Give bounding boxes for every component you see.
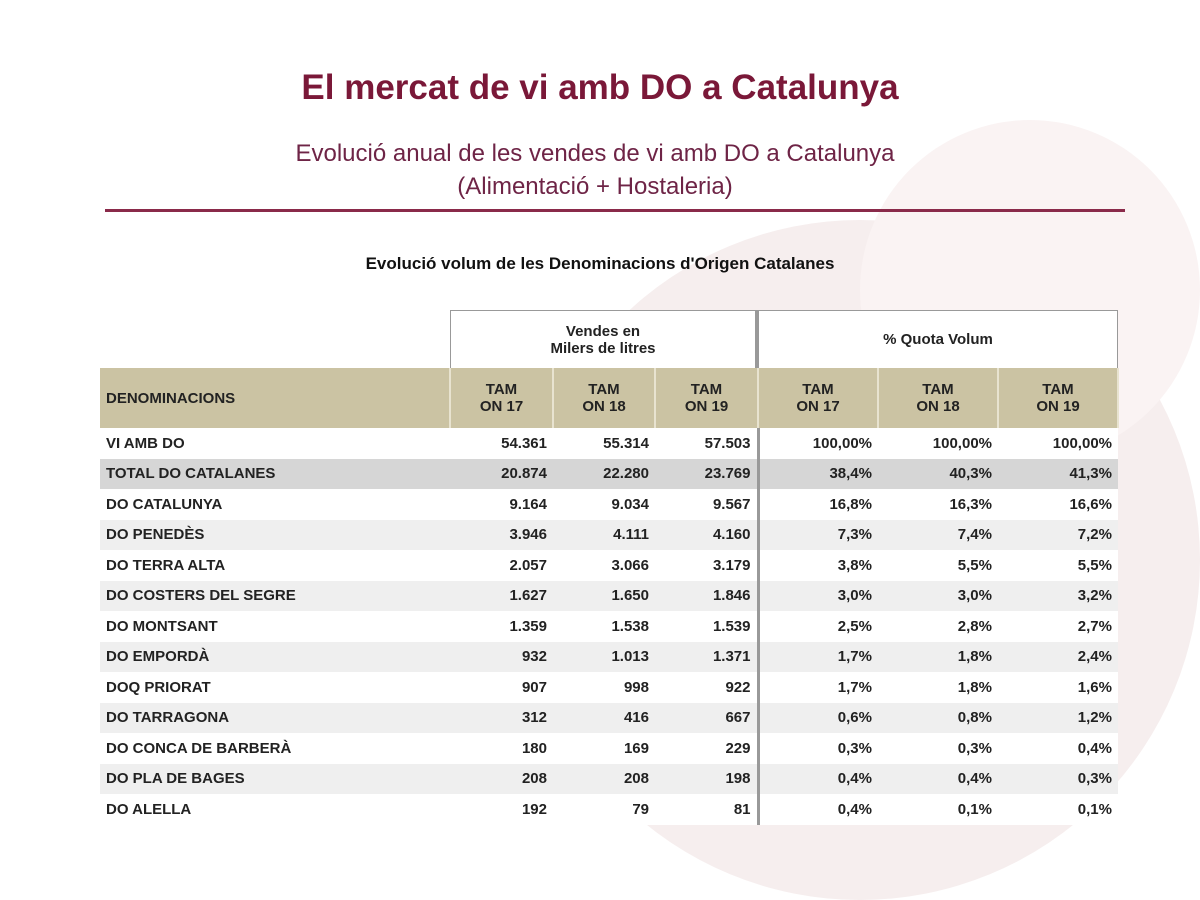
row-label: DO MONTSANT bbox=[100, 611, 450, 642]
cell-value: 0,3% bbox=[878, 733, 998, 764]
table-row bbox=[100, 764, 1118, 795]
row-label: DO CONCA DE BARBERÀ bbox=[100, 733, 450, 764]
table-row bbox=[100, 703, 1118, 734]
cell-value: 3,0% bbox=[878, 581, 998, 612]
row-label: DOQ PRIORAT bbox=[100, 672, 450, 703]
cell-value: 0,1% bbox=[998, 794, 1118, 825]
row-label: DO COSTERS DEL SEGRE bbox=[100, 581, 450, 612]
cell-value: 41,3% bbox=[998, 459, 1118, 490]
table-row bbox=[100, 428, 1118, 459]
table-row bbox=[100, 489, 1118, 520]
cell-value: 2.057 bbox=[450, 550, 553, 581]
cell-value: 1.371 bbox=[655, 642, 758, 673]
cell-value: 16,6% bbox=[998, 489, 1118, 520]
cell-value: 100,00% bbox=[878, 428, 998, 459]
cell-value: 1,8% bbox=[878, 642, 998, 673]
cell-value: 169 bbox=[553, 733, 655, 764]
subtitle: Evolució anual de les vendes de vi amb DO a Catalunya bbox=[295, 140, 895, 167]
table-row bbox=[100, 611, 1118, 642]
column-header: DENOMINACIONS bbox=[100, 368, 450, 428]
cell-value: 23.769 bbox=[655, 459, 758, 490]
cell-value: 907 bbox=[450, 672, 553, 703]
cell-value: 54.361 bbox=[450, 428, 553, 459]
column-header: TAM ON 18 bbox=[553, 368, 655, 428]
cell-value: 208 bbox=[553, 764, 655, 795]
cell-value: 16,8% bbox=[758, 489, 878, 520]
cell-value: 229 bbox=[655, 733, 758, 764]
cell-value: 1,7% bbox=[758, 642, 878, 673]
column-header: TAM ON 19 bbox=[655, 368, 758, 428]
cell-value: 1.359 bbox=[450, 611, 553, 642]
cell-value: 3,0% bbox=[758, 581, 878, 612]
data-table bbox=[100, 368, 1119, 825]
cell-value: 0,8% bbox=[878, 703, 998, 734]
cell-value: 312 bbox=[450, 703, 553, 734]
cell-value: 1.650 bbox=[553, 581, 655, 612]
table-row bbox=[100, 581, 1118, 612]
cell-value: 4.160 bbox=[655, 520, 758, 551]
cell-value: 0,4% bbox=[878, 764, 998, 795]
cell-value: 7,2% bbox=[998, 520, 1118, 551]
cell-value: 1,8% bbox=[878, 672, 998, 703]
table-row bbox=[100, 794, 1118, 825]
cell-value: 40,3% bbox=[878, 459, 998, 490]
column-header: TAM ON 17 bbox=[450, 368, 553, 428]
cell-value: 192 bbox=[450, 794, 553, 825]
row-label: DO PLA DE BAGES bbox=[100, 764, 450, 795]
group-header-volume: Vendes en Milers de litres bbox=[450, 310, 758, 368]
cell-value: 5,5% bbox=[998, 550, 1118, 581]
cell-value: 81 bbox=[655, 794, 758, 825]
cell-value: 0,4% bbox=[758, 794, 878, 825]
cell-value: 1.539 bbox=[655, 611, 758, 642]
row-label: DO PENEDÈS bbox=[100, 520, 450, 551]
column-header: TAM ON 19 bbox=[998, 368, 1118, 428]
row-label: DO TARRAGONA bbox=[100, 703, 450, 734]
cell-value: 3,8% bbox=[758, 550, 878, 581]
cell-value: 57.503 bbox=[655, 428, 758, 459]
cell-value: 22.280 bbox=[553, 459, 655, 490]
cell-value: 2,7% bbox=[998, 611, 1118, 642]
row-label: DO TERRA ALTA bbox=[100, 550, 450, 581]
cell-value: 180 bbox=[450, 733, 553, 764]
table-row bbox=[100, 733, 1118, 764]
table-title: Evolució volum de les Denominacions d'Origen Catalanes bbox=[365, 254, 835, 273]
cell-value: 208 bbox=[450, 764, 553, 795]
row-label: VI AMB DO bbox=[100, 428, 450, 459]
cell-value: 1.846 bbox=[655, 581, 758, 612]
cell-value: 9.034 bbox=[553, 489, 655, 520]
cell-value: 3.946 bbox=[450, 520, 553, 551]
cell-value: 998 bbox=[553, 672, 655, 703]
cell-value: 20.874 bbox=[450, 459, 553, 490]
cell-value: 16,3% bbox=[878, 489, 998, 520]
cell-value: 5,5% bbox=[878, 550, 998, 581]
cell-value: 100,00% bbox=[998, 428, 1118, 459]
cell-value: 55.314 bbox=[553, 428, 655, 459]
cell-value: 0,1% bbox=[878, 794, 998, 825]
cell-value: 4.111 bbox=[553, 520, 655, 551]
cell-value: 7,3% bbox=[758, 520, 878, 551]
cell-value: 0,4% bbox=[758, 764, 878, 795]
column-header: TAM ON 18 bbox=[878, 368, 998, 428]
table-row bbox=[100, 520, 1118, 551]
table-row bbox=[100, 642, 1118, 673]
cell-value: 2,4% bbox=[998, 642, 1118, 673]
table-row bbox=[100, 459, 1118, 490]
cell-value: 0,4% bbox=[998, 733, 1118, 764]
cell-value: 38,4% bbox=[758, 459, 878, 490]
cell-value: 79 bbox=[553, 794, 655, 825]
row-label: TOTAL DO CATALANES bbox=[100, 459, 450, 490]
cell-value: 1.538 bbox=[553, 611, 655, 642]
table-row bbox=[100, 550, 1118, 581]
cell-value: 3.179 bbox=[655, 550, 758, 581]
cell-value: 0,3% bbox=[758, 733, 878, 764]
cell-value: 0,3% bbox=[998, 764, 1118, 795]
cell-value: 1,6% bbox=[998, 672, 1118, 703]
cell-value: 1,7% bbox=[758, 672, 878, 703]
cell-value: 3,2% bbox=[998, 581, 1118, 612]
table-row bbox=[100, 672, 1118, 703]
cell-value: 932 bbox=[450, 642, 553, 673]
cell-value: 2,5% bbox=[758, 611, 878, 642]
group-header-share: % Quota Volum bbox=[758, 310, 1118, 368]
cell-value: 9.164 bbox=[450, 489, 553, 520]
cell-value: 667 bbox=[655, 703, 758, 734]
cell-value: 9.567 bbox=[655, 489, 758, 520]
cell-value: 416 bbox=[553, 703, 655, 734]
divider bbox=[105, 209, 1125, 212]
cell-value: 7,4% bbox=[878, 520, 998, 551]
cell-value: 1.013 bbox=[553, 642, 655, 673]
column-header: TAM ON 17 bbox=[758, 368, 878, 428]
row-label: DO ALELLA bbox=[100, 794, 450, 825]
cell-value: 2,8% bbox=[878, 611, 998, 642]
cell-value: 100,00% bbox=[758, 428, 878, 459]
cell-value: 198 bbox=[655, 764, 758, 795]
cell-value: 1,2% bbox=[998, 703, 1118, 734]
cell-value: 922 bbox=[655, 672, 758, 703]
cell-value: 1.627 bbox=[450, 581, 553, 612]
cell-value: 0,6% bbox=[758, 703, 878, 734]
row-label: DO CATALUNYA bbox=[100, 489, 450, 520]
row-label: DO EMPORDÀ bbox=[100, 642, 450, 673]
slide-title: El mercat de vi amb DO a Catalunya bbox=[301, 68, 899, 107]
subtitle-note: (Alimentació + Hostaleria) bbox=[457, 173, 733, 200]
cell-value: 3.066 bbox=[553, 550, 655, 581]
